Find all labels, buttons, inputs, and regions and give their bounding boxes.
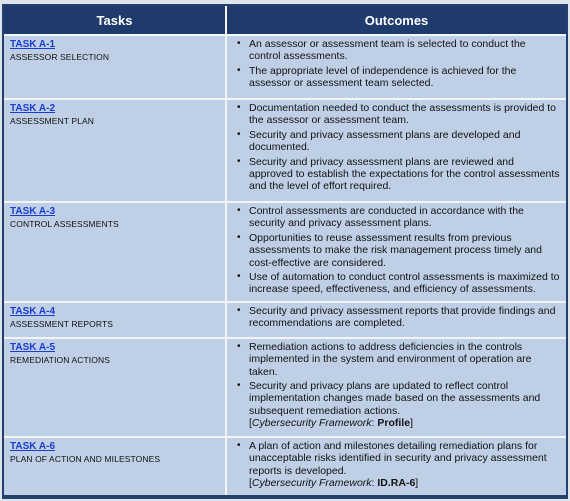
outcomes-cell xyxy=(226,338,566,437)
task-name: PLAN OF ACTION AND MILESTONES xyxy=(10,453,161,464)
outcome-item xyxy=(249,129,560,154)
framework-name: Cybersecurity Framework xyxy=(251,417,372,430)
framework-value: ID.RA-6 xyxy=(377,477,416,490)
framework-value: Profile xyxy=(377,417,411,430)
outcomes-list xyxy=(235,102,560,193)
tasks-column-header: Tasks xyxy=(4,6,226,35)
outcome-text: Security and privacy assessment plans are developed and documented. xyxy=(249,128,521,154)
ref-close-bracket: ] xyxy=(415,477,419,490)
task-cell xyxy=(4,35,226,99)
outcomes-column-header: Outcomes xyxy=(226,6,566,35)
outcomes-cell xyxy=(226,302,566,338)
table-header-row xyxy=(4,6,566,35)
task-link[interactable]: TASK A-5 xyxy=(10,341,55,353)
outcomes-list xyxy=(235,205,560,296)
task-cell xyxy=(4,202,226,302)
task-name: REMEDIATION ACTIONS xyxy=(10,354,110,365)
task-link[interactable]: TASK A-6 xyxy=(10,440,55,452)
outcome-item xyxy=(249,305,560,330)
outcome-item xyxy=(249,271,560,296)
task-link[interactable]: TASK A-2 xyxy=(10,103,55,114)
ref-separator: : xyxy=(371,417,378,430)
task-name: ASSESSMENT REPORTS xyxy=(10,318,114,329)
task-link[interactable]: TASK A-3 xyxy=(10,206,55,217)
outcomes-list xyxy=(235,440,560,490)
table-row xyxy=(4,437,566,495)
outcome-text: Documentation needed to conduct the assessments is provided to the assessor or assessment team. xyxy=(249,102,557,127)
outcome-item xyxy=(249,38,560,63)
task-name: ASSESSMENT PLAN xyxy=(10,116,95,126)
table-body xyxy=(4,35,566,495)
ref-open-bracket: [ xyxy=(249,417,252,430)
outcomes-list xyxy=(235,341,560,430)
tasks-outcomes-table-frame xyxy=(2,4,568,499)
table-row xyxy=(4,35,566,99)
ref-open-bracket: [ xyxy=(249,477,252,490)
outcome-item xyxy=(249,341,560,378)
task-name: CONTROL ASSESSMENTS xyxy=(10,219,119,229)
task-name: ASSESSOR SELECTION xyxy=(10,52,110,62)
outcome-text: Control assessments are conducted in accordance with the security and privacy assessment plans. xyxy=(249,205,524,230)
outcome-text: Use of automation to conduct control assessments is maximized to increase speed, effectiveness, and efficiency of assessments. xyxy=(249,271,560,296)
task-link[interactable]: TASK A-1 xyxy=(10,39,55,50)
outcome-text: Opportunities to reuse assessment results from previous assessments to make the risk management process timely and cost-effective are considered. xyxy=(249,231,542,269)
task-cell xyxy=(4,302,226,338)
table-row xyxy=(4,99,566,202)
table-row xyxy=(4,302,566,338)
outcome-text: Remediation actions to address deficiencies in the controls implemented in the system and environment of operation are taken. xyxy=(249,340,532,378)
framework-reference xyxy=(249,417,560,429)
task-cell xyxy=(4,99,226,202)
outcome-item xyxy=(249,380,560,430)
outcome-text: An assessor or assessment team is selected to conduct the control assessments. xyxy=(249,38,526,63)
table-row xyxy=(4,338,566,437)
outcome-text: Security and privacy assessment plans are reviewed and approved to establish the expectations for the control assessments and the level of effort required. xyxy=(249,155,560,193)
outcome-text: The appropriate level of independence is achieved for the assessor or assessment team selected. xyxy=(249,64,517,90)
task-cell xyxy=(4,338,226,437)
outcomes-cell xyxy=(226,35,566,99)
outcome-text: Security and privacy plans are updated to reflect control implementation changes made based on the assessments and subsequent remediation actions. xyxy=(249,380,541,417)
outcomes-cell xyxy=(226,202,566,302)
ref-close-bracket: ] xyxy=(410,417,413,430)
outcome-text: A plan of action and milestones detailing remediation plans for unacceptable risks identified in security and privacy assessment reports is developed. xyxy=(249,439,547,477)
outcomes-list xyxy=(235,305,560,330)
outcome-item xyxy=(249,102,560,127)
outcomes-cell xyxy=(226,437,566,495)
outcome-item xyxy=(249,156,560,193)
outcome-item xyxy=(249,232,560,269)
table-row xyxy=(4,202,566,302)
outcome-item xyxy=(249,65,560,90)
framework-name: Cybersecurity Framework xyxy=(251,477,372,490)
outcome-item xyxy=(249,205,560,230)
outcome-text: Security and privacy assessment reports that provide findings and recommendations are completed. xyxy=(249,304,556,330)
outcomes-cell xyxy=(226,99,566,202)
framework-reference xyxy=(249,477,560,489)
tasks-outcomes-table xyxy=(4,6,566,495)
outcome-item xyxy=(249,440,560,490)
task-link[interactable]: TASK A-4 xyxy=(10,305,55,317)
task-cell xyxy=(4,437,226,495)
outcomes-list xyxy=(235,38,560,90)
ref-separator: : xyxy=(371,477,378,490)
